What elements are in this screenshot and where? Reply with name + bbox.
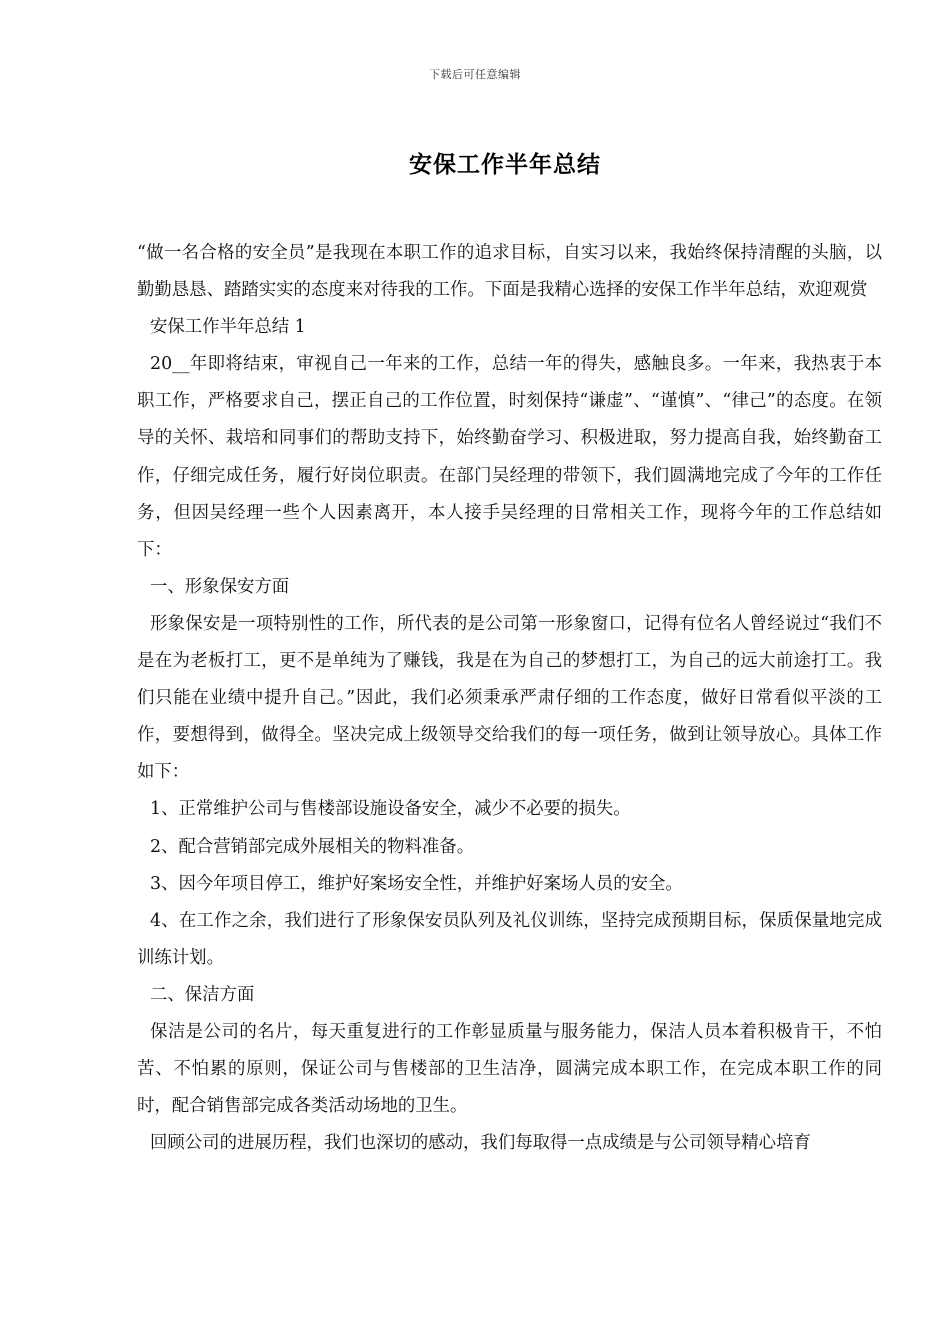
intro-paragraph: “做一名合格的安全员”是我现在本职工作的追求目标，自实习以来，我始终保持清醒的头脑，以勤勤恳恳、踏踏实实的态度来对待我的工作。下面是我精心选择的安保工作半年总结，欢迎观赏 bbox=[137, 243, 882, 301]
document-body bbox=[137, 235, 882, 1162]
list-item-1: 1、正常维护公司与售楼部设施设备安全，减少不必要的损失。 bbox=[150, 799, 631, 820]
list-item-4: 4、在工作之余，我们进行了形象保安员队列及礼仪训练，坚持完成预期目标，保质保量地完成训练计划。 bbox=[137, 910, 882, 968]
paragraph-review: 回顾公司的进展历程，我们也深切的感动，我们每取得一点成绩是与公司领导精心培育 bbox=[150, 1133, 811, 1154]
list-item-2: 2、配合营销部完成外展相关的物料准备。 bbox=[150, 836, 475, 857]
section-heading-summary-1: 安保工作半年总结 1 bbox=[150, 317, 306, 338]
header-note: 下载后可任意编辑 bbox=[429, 68, 521, 81]
paragraph-year-review: 20__年即将结束，审视自己一年来的工作，总结一年的得失，感触良多。一年来，我热衷于本职工作，严格要求自己，摆正自己的工作位置，时刻保持“谦虚”、“谨慎”、“律己”的态度。在领导的关怀、栽培和同事们的帮助支持下，始终勤奋学习、积极进取，努力提高自我，始终勤奋工作，仔细完成任务，履行好岗位职责。在部门吴经理的带领下，我们圆满地完成了今年的工作任务，但因吴经理一些个人因素离开，本人接手吴经理的日常相关工作，现将今年的工作总结如下： bbox=[137, 354, 882, 560]
list-item-3: 3、因今年项目停工，维护好案场安全性，并维护好案场人员的安全。 bbox=[150, 873, 683, 894]
paragraph-cleaning: 保洁是公司的名片，每天重复进行的工作彰显质量与服务能力，保洁人员本着积极肯干，不怕苦、不怕累的原则，保证公司与售楼部的卫生洁净，圆满完成本职工作，在完成本职工作的同时，配合销售部完成各类活动场地的卫生。 bbox=[137, 1021, 882, 1117]
section-heading-cleaning: 二、保洁方面 bbox=[150, 984, 255, 1005]
section-heading-image-security: 一、形象保安方面 bbox=[150, 576, 290, 597]
paragraph-image-security: 形象保安是一项特别性的工作，所代表的是公司第一形象窗口，记得有位名人曾经说过“我们不是在为老板打工，更不是单纯为了赚钱，我是在为自己的梦想打工，为自己的远大前途打工。我们只能在业绩中提升自己。”因此，我们必须秉承严肃仔细的工作态度，做好日常看似平淡的工作，要想得到，做得全。坚决完成上级领导交给我们的每一项任务，做到让领导放心。具体工作如下： bbox=[137, 613, 882, 783]
document-title: 安保工作半年总结 bbox=[409, 152, 601, 178]
